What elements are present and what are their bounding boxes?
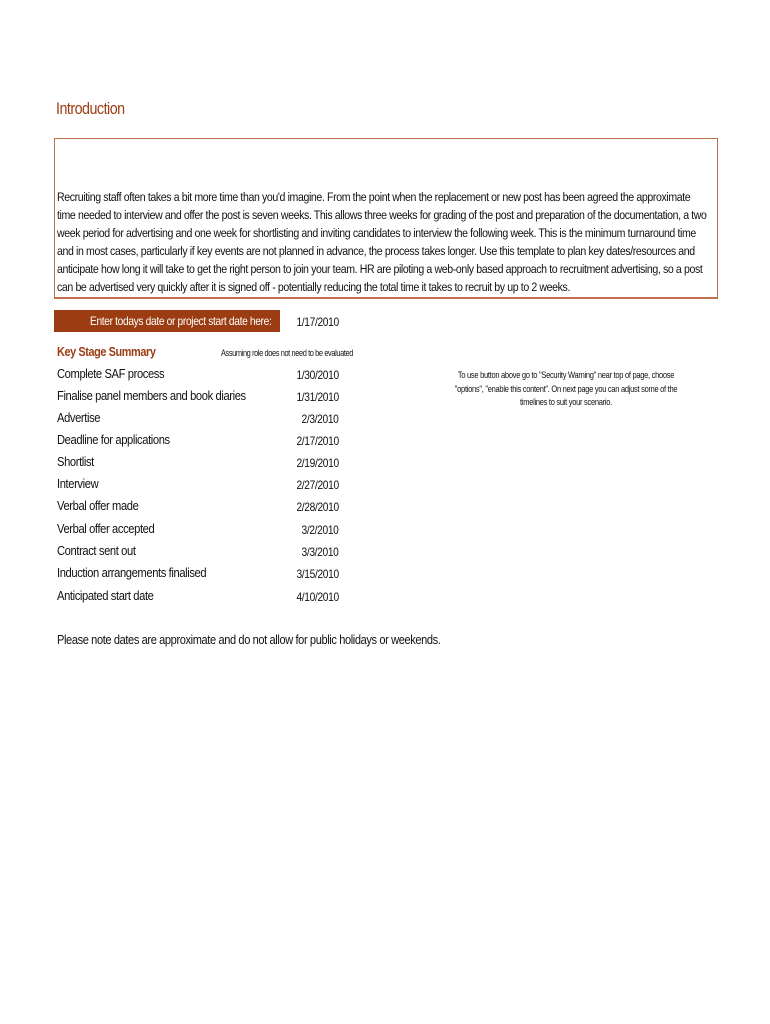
stage-name: Finalise panel members and book diaries: [57, 388, 246, 403]
security-warning-note: [452, 368, 680, 409]
stage-date: 2/28/2010: [296, 500, 339, 514]
stage-row: [0, 543, 400, 565]
stage-name: Anticipated start date: [57, 588, 154, 603]
stage-row: [0, 498, 400, 520]
intro-box: [54, 138, 718, 298]
start-date-label: [54, 310, 280, 332]
stage-name: Deadline for applications: [57, 432, 170, 447]
stage-date: 2/17/2010: [296, 434, 339, 448]
security-warning-text: To use button above go to "Security Warning" near top of page, choose "options", "enable this content". On next page you can adjust some of the timelines to suit your scenario.: [454, 369, 678, 408]
stage-name: Verbal offer accepted: [57, 521, 155, 536]
page-title: Introduction: [56, 99, 125, 118]
evaluation-note: Assuming role does not need to be evaluated: [221, 348, 353, 359]
stage-name: Verbal offer made: [57, 498, 139, 513]
stage-date: 1/31/2010: [296, 390, 339, 404]
start-date-label-text: Enter todays date or project start date here:: [90, 314, 272, 328]
stage-date: 2/19/2010: [296, 456, 339, 470]
stage-name: Shortlist: [57, 454, 94, 469]
stage-name: Complete SAF process: [57, 366, 165, 381]
stage-row: [0, 588, 400, 610]
disclaimer-note: Please note dates are approximate and do not allow for public holidays or weekends.: [57, 632, 441, 647]
key-stage-summary-heading: Key Stage Summary: [57, 344, 156, 359]
stage-date: 2/3/2010: [302, 412, 339, 426]
stage-date: 3/15/2010: [296, 567, 339, 581]
stage-row: [0, 432, 400, 454]
stage-date: 4/10/2010: [296, 590, 339, 604]
intro-text: Recruiting staff often takes a bit more time than you'd imagine. From the point when the replacement or new post has been agreed the approximate time needed to interview and offer the post is seven weeks. This allows three weeks for grading of the post and preparation of the documentation, a two week period for advertising and one week for shortlisting and inviting candidates to interview the following week. This is the minimum turnaround time and in most cases, particularly if key events are not planned in advance, the process takes longer. Use this template to plan key dates/resources and anticipate how long it will take to get the right person to join your team. HR are piloting a web-only based approach to recruitment advertising, so a post can be advertised very quickly after it is signed off - potentially reducing the total time it takes to recruit by up to 2 weeks.: [57, 190, 707, 295]
stage-name: Contract sent out: [57, 543, 136, 558]
stage-name: Advertise: [57, 410, 101, 425]
stage-row: [0, 454, 400, 476]
stage-row: [0, 476, 400, 498]
stage-date: 1/30/2010: [296, 368, 339, 382]
start-date-input[interactable]: 1/17/2010: [296, 315, 339, 329]
stage-name: Induction arrangements finalised: [57, 565, 207, 580]
stage-date: 3/2/2010: [302, 523, 339, 537]
stage-date: 2/27/2010: [296, 478, 339, 492]
stage-row: [0, 565, 400, 587]
stage-name: Interview: [57, 476, 99, 491]
stage-row: [0, 521, 400, 543]
stage-date: 3/3/2010: [302, 545, 339, 559]
stage-row: [0, 410, 400, 432]
stage-row: [0, 366, 400, 388]
stage-row: [0, 388, 400, 410]
